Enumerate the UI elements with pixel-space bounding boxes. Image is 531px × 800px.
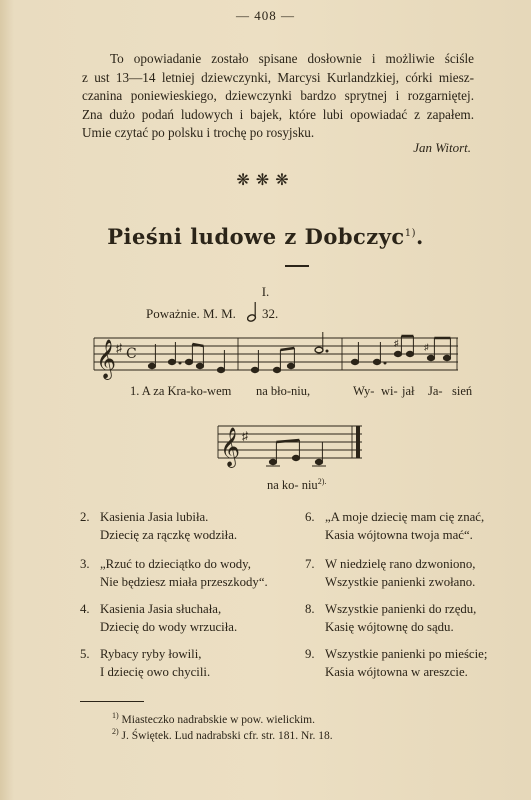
verse-line: Kasia wójtowna twoja mać“. bbox=[325, 527, 473, 542]
verse-number: 6. bbox=[305, 510, 315, 524]
verse-line: „A moje dziecię mam cię znać, bbox=[325, 510, 485, 524]
verse-line: „Rzuć to dzieciątko do wody, bbox=[100, 557, 251, 571]
svg-text:𝄞: 𝄞 bbox=[220, 427, 241, 467]
lyrics-segment: Wy- bbox=[353, 384, 375, 398]
verse-number: 2. bbox=[80, 510, 90, 524]
intro-line: z ust 13—14 letniej dziewczynki, Marcysi Kurlandzkiej, córki miesz- bbox=[82, 69, 474, 85]
verse-line: Rybacy ryby łowili, bbox=[100, 647, 202, 661]
lyrics-line-2 bbox=[267, 477, 326, 493]
lyrics-text: na ko- niu bbox=[267, 478, 318, 493]
verse-line: Wszystkie panienki do rzędu, bbox=[325, 602, 477, 616]
footnote-text: Miasteczko nadrabskie w pow. wielickim. bbox=[121, 713, 315, 726]
footnote-mark: 2) bbox=[112, 727, 119, 736]
verse-number: 3. bbox=[80, 557, 90, 571]
svg-text:♯: ♯ bbox=[394, 338, 399, 348]
intro-line: Zna dużo podań ludowych i bajek, które lubi opowiadać z zapałem. bbox=[82, 106, 474, 122]
verse-number: 5. bbox=[80, 647, 90, 661]
section-number: I. bbox=[261, 284, 270, 299]
ornament-divider: ❋❋❋ bbox=[236, 172, 295, 189]
footnote-text: J. Świętek. Lud nadrabski cfr. str. 181. Nr. 18. bbox=[121, 729, 333, 742]
verse-line: W niedzielę rano dzwoniono, bbox=[325, 557, 476, 571]
verse-line: Dziecię do wody wrzuciła. bbox=[100, 619, 238, 634]
verse-item bbox=[80, 509, 237, 544]
title-rule bbox=[285, 265, 309, 267]
verse-item bbox=[305, 646, 487, 681]
svg-text:♯: ♯ bbox=[424, 342, 429, 352]
svg-text:♯: ♯ bbox=[242, 429, 248, 443]
intro-line: To opowiadanie zostało spisane dosłownie i możliwie ściśle bbox=[110, 51, 474, 66]
verse-line: Kasienia Jasia lubiła. bbox=[100, 510, 209, 524]
page-number: — 408 — bbox=[236, 8, 295, 23]
verse-number: 4. bbox=[80, 602, 90, 616]
verse-line: Kasia wójtowna w areszcie. bbox=[325, 664, 468, 679]
verse-item bbox=[80, 556, 268, 591]
svg-text:𝄞: 𝄞 bbox=[96, 339, 117, 379]
tempo-label: Poważnie. M. M. bbox=[146, 306, 236, 321]
svg-text:C: C bbox=[126, 346, 137, 362]
footnote bbox=[112, 727, 333, 742]
verse-item bbox=[305, 509, 484, 544]
lyrics-segment: wi- bbox=[381, 384, 398, 398]
verse-number: 8. bbox=[305, 602, 315, 616]
intro-line: czanina poniewieskiego, dziewczynki bardzo sprytnej i rozgarniętej. bbox=[82, 88, 474, 103]
verse-number: 7. bbox=[305, 557, 315, 571]
verse-line: Dziecię za rączkę wodziła. bbox=[100, 527, 238, 542]
verse-line: Wszystkie panienki po mieście; bbox=[325, 647, 488, 661]
lyrics-footnote-mark: 2). bbox=[317, 477, 327, 486]
lyrics-segment: na bło-niu, bbox=[256, 384, 311, 398]
footnote bbox=[112, 711, 315, 726]
verse-line: Kasię wójtownę do sądu. bbox=[325, 619, 454, 634]
verse-line: Nie będziesz miała przeszkody“. bbox=[100, 574, 268, 589]
footnote-rule bbox=[80, 701, 144, 702]
verse-line: Kasienia Jasia słuchała, bbox=[100, 602, 222, 616]
footnote-mark: 1) bbox=[112, 711, 119, 720]
intro-paragraph bbox=[82, 50, 474, 143]
music-staff-2 bbox=[216, 418, 364, 470]
intro-line: Umie czytać po polsku i trochę po rosyjsku. bbox=[82, 125, 315, 140]
signature: Jan Witort. bbox=[413, 140, 471, 155]
verse-item bbox=[305, 556, 475, 591]
verse-line: Wszystkie panienki zwołano. bbox=[325, 574, 476, 589]
lyrics-segment: jał bbox=[402, 384, 415, 398]
verse-item bbox=[80, 646, 210, 681]
verse-item bbox=[305, 601, 476, 636]
music-staff-1 bbox=[92, 330, 460, 380]
tempo-value: 32. bbox=[262, 306, 279, 321]
song-title-text: Pieśni ludowe z Dobczyc bbox=[107, 224, 405, 249]
verse-line: I dziecię owo chycili. bbox=[100, 664, 211, 679]
lyrics-segment: 1. A za Kra-ko-wem bbox=[130, 384, 232, 398]
lyrics-segment: sień bbox=[452, 384, 473, 398]
verse-number: 9. bbox=[305, 647, 315, 661]
svg-text:♯: ♯ bbox=[116, 341, 122, 355]
half-note-icon bbox=[247, 301, 259, 323]
song-title: Pieśni ludowe z Dobczyc$^{1)}$. bbox=[107, 224, 424, 249]
title-footnote-mark: 1) bbox=[404, 228, 416, 239]
verse-item bbox=[80, 601, 237, 636]
lyrics-segment: Ja- bbox=[428, 384, 443, 398]
